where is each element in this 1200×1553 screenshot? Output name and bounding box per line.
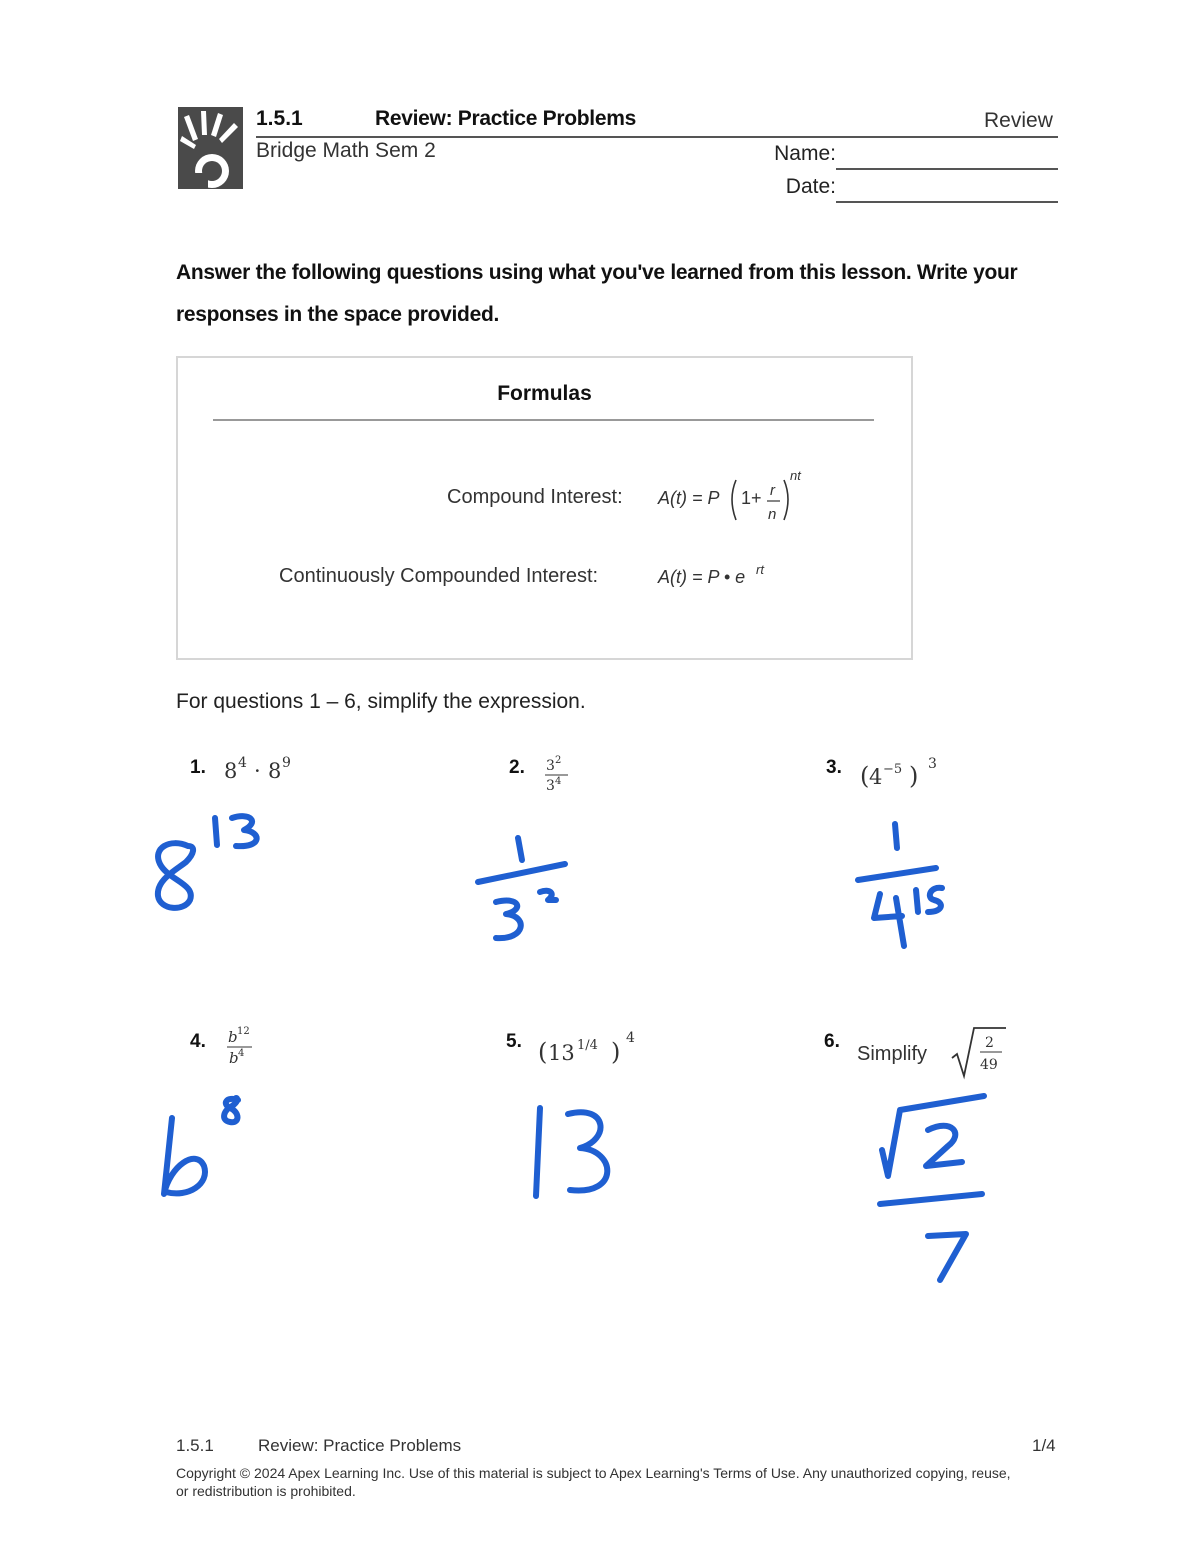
- f1-n: n: [768, 506, 777, 523]
- question-1-expression: [224, 750, 314, 786]
- question-3-expression: [860, 748, 950, 794]
- formulas-rule: [213, 419, 874, 421]
- svg-text:4: 4: [869, 765, 883, 789]
- svg-text:·: ·: [254, 759, 261, 783]
- f2-exponent: rt: [756, 562, 764, 577]
- svg-text:4: 4: [238, 1048, 245, 1059]
- name-field[interactable]: [836, 168, 1058, 170]
- question-2-number: 2.: [509, 757, 525, 778]
- svg-text:4: 4: [555, 776, 562, 787]
- footer-lesson-title: Review: Practice Problems: [258, 1436, 462, 1455]
- answer-4-handwriting: [164, 1098, 238, 1194]
- f1-exponent: nt: [790, 468, 801, 483]
- footer-lesson-number: 1.5.1: [176, 1436, 214, 1455]
- lesson-number: 1.5.1: [256, 107, 303, 130]
- svg-text:2: 2: [985, 1035, 994, 1051]
- header-rule: [256, 136, 1058, 138]
- answer-6-handwriting: [880, 1096, 984, 1280]
- question-6-prefix: Simplify: [857, 1043, 928, 1065]
- compound-interest-formula: [658, 466, 818, 530]
- svg-text:1/4: 1/4: [577, 1038, 598, 1053]
- svg-text:9: 9: [282, 755, 291, 771]
- questions-intro: For questions 1 – 6, simplify the expression.: [176, 690, 586, 713]
- activity-type: Review: [984, 109, 1053, 132]
- svg-text:13: 13: [548, 1041, 575, 1065]
- page-number: 1/4: [1032, 1436, 1056, 1455]
- f1-one: 1+: [741, 488, 762, 508]
- svg-text:3: 3: [546, 758, 555, 774]
- lesson-title: Review: Practice Problems: [375, 107, 636, 130]
- svg-text:): ): [909, 762, 919, 790]
- svg-text:(: (: [538, 1038, 548, 1066]
- svg-text:(: (: [860, 762, 870, 790]
- svg-text:49: 49: [980, 1057, 998, 1073]
- svg-text:3: 3: [928, 756, 937, 772]
- instructions: Answer the following questions using what you've learned from this lesson. Write your responses in the space provided.: [176, 261, 1018, 326]
- date-field[interactable]: [836, 201, 1058, 203]
- svg-text:b: b: [229, 1049, 239, 1067]
- svg-text:): ): [611, 1038, 621, 1066]
- answer-2-handwriting: [478, 838, 565, 938]
- question-5-expression: [538, 1022, 648, 1070]
- answer-5-handwriting: [536, 1108, 607, 1196]
- answer-3-handwriting: [858, 824, 942, 946]
- name-label: Name:: [774, 142, 836, 165]
- f1-lhs: A(t) = P: [658, 488, 720, 508]
- copyright-notice: Copyright © 2024 Apex Learning Inc. Use of this material is subject to Apex Learning's Terms of Use. Any unauthorized copying, reuse, or redistribution is prohibited.: [176, 1465, 1011, 1499]
- continuous-interest-label: Continuously Compounded Interest:: [279, 565, 599, 587]
- compound-interest-label: Compound Interest:: [447, 486, 623, 508]
- question-2-expression: [544, 752, 584, 796]
- svg-text:8: 8: [224, 759, 238, 783]
- course-name: Bridge Math Sem 2: [256, 139, 436, 162]
- date-label: Date:: [785, 175, 836, 198]
- question-4-expression: [226, 1022, 266, 1068]
- svg-text:8: 8: [268, 759, 282, 783]
- svg-text:12: 12: [237, 1026, 250, 1037]
- question-1-number: 1.: [190, 757, 206, 778]
- svg-text:b: b: [228, 1028, 238, 1046]
- question-3-number: 3.: [826, 757, 842, 778]
- svg-text:2: 2: [555, 755, 562, 766]
- question-6-expression: [950, 1024, 1012, 1080]
- question-4-number: 4.: [190, 1031, 206, 1052]
- svg-text:3: 3: [546, 778, 555, 794]
- question-6-number: 6.: [824, 1031, 840, 1052]
- svg-text:−5: −5: [883, 762, 903, 777]
- svg-text:4: 4: [626, 1030, 635, 1046]
- continuous-interest-formula: [658, 558, 788, 592]
- answer-1-handwriting: [158, 816, 257, 908]
- formulas-title: Formulas: [497, 382, 592, 405]
- question-5-number: 5.: [506, 1031, 522, 1052]
- f1-r: r: [770, 482, 775, 499]
- apex-logo: [178, 107, 243, 189]
- f2-lhs: A(t) = P • e: [658, 567, 746, 587]
- svg-text:4: 4: [238, 755, 247, 771]
